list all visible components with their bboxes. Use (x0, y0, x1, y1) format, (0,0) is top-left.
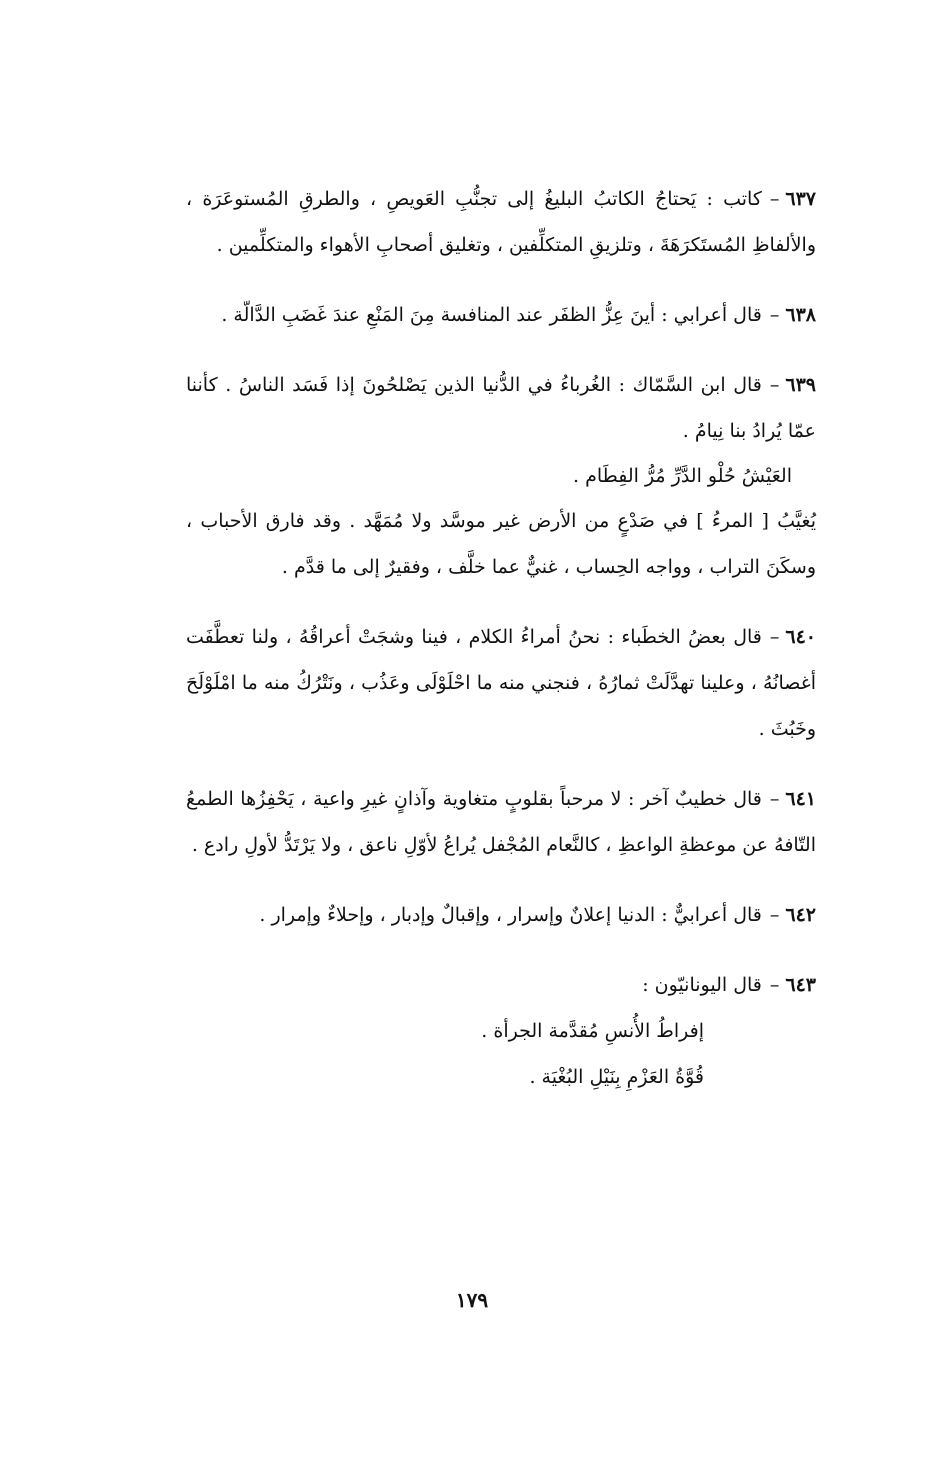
entry-637 (186, 176, 816, 268)
entry-642 (186, 892, 816, 938)
entry-text: قال ابن السَّمّاك : الغُرباءُ في الدُّنيا الذين يَصْلحُونَ إذا فَسَد الناسُ . كأننا عمّا يُرادُ بنا نِيامُ . (186, 374, 816, 442)
entry-paragraph (186, 292, 816, 338)
entry-text: قال بعضُ الخطَباء : نحنُ أمراءُ الكلام ، فينا وشجَتْ أعراقُهُ ، ولنا تعطَّفَت أغصانُهُ ، وعلينا تهدَّلَتْ ثمارُهُ ، فنجني منه ما احْلَوْلَى وعَذُب ، ونَتْرُكُ منه ما امْلَوْلَحَ وخَبُثَ . (186, 626, 816, 740)
entry-dash: – (769, 974, 780, 996)
entry-639 (186, 362, 816, 590)
entry-paragraph (186, 962, 816, 1008)
entry-number: ٦٣٩ (785, 374, 816, 396)
entry-text: قال أعرابيٌّ : الدنيا إعلانٌ وإسرار ، وإقبالٌ وإدبار ، وإحلاءٌ وإمرار . (259, 904, 762, 926)
entry-dash: – (769, 788, 780, 810)
entry-text: قال خطيبٌ آخر : لا مرحباً بقلوبٍ متغاوية وآذانٍ غيرِ واعية ، يَحْفِزُها الطمعُ التّافهُ عن موعظةِ الواعظِ ، كالنَّعام المُجْفل يُراعُ لأوّلِ ناعق ، ولا يَرْتَدُّ لأولِ رادع . (186, 788, 816, 856)
entry-dash: – (769, 374, 780, 396)
entry-640 (186, 614, 816, 752)
entry-641 (186, 776, 816, 868)
entry-text: قال اليونانيّون : (642, 974, 762, 996)
entry-643 (186, 962, 816, 1100)
entry-number: ٦٤٠ (785, 626, 816, 648)
entry-paragraph (186, 776, 816, 868)
entry-verse-line: العَيْشُ حُلْو الدَّرِّ مُرُّ الفِطَام . (573, 465, 792, 487)
entry-dash: – (769, 904, 780, 926)
entry-text: قال أعرابي : أينَ عِزُّ الظفَر عند المنافسة مِنَ المَنْعِ عندَ غَضَبِ الدَّالّة . (221, 304, 762, 326)
entry-638 (186, 292, 816, 338)
entry-number: ٦٤١ (785, 788, 816, 810)
entry-dash: – (769, 304, 780, 326)
page-number: ١٧٩ (455, 1288, 489, 1312)
entry-saying-line: إفراطُ الأُنسِ مُقدَّمة الجرأة . (481, 1020, 704, 1042)
entry-paragraph (186, 176, 816, 268)
entry-number: ٦٣٨ (785, 304, 816, 326)
entry-paragraph (186, 362, 816, 454)
entry-saying-line: قُوَّةُ العَزْمِ بِنَيْلِ البُغْيَة . (529, 1066, 704, 1088)
entry-dash: – (769, 626, 780, 648)
page-body (186, 176, 816, 1124)
entry-number: ٦٣٧ (785, 188, 816, 210)
entry-continuation: يُغيَّبُ [ المرءُ ] في صَدْعٍ من الأرض غير موسَّد ولا مُمَهَّد . وقد فارق الأحباب ، وسكَنَ التراب ، وواجه الحِساب ، غنيٌّ عما خلَّف ، وفقيرٌ إلى ما قدَّم . (186, 510, 816, 578)
entry-text: كاتب : يَحتاجُ الكاتبُ البليغُ إلى تجنُّبِ العَويصِ ، والطرقِ المُستوعَرَة ، والألفاظِ المُستَكرَهَةَ ، وتلزيقِ المتكلِّفين ، وتغليق أصحابِ الأهواء والمتكلِّمين . (186, 188, 816, 256)
entry-number: ٦٤٣ (785, 974, 816, 996)
entry-dash: – (769, 188, 780, 210)
entry-paragraph (186, 614, 816, 752)
entry-number: ٦٤٢ (785, 904, 816, 926)
entry-paragraph (186, 892, 816, 938)
